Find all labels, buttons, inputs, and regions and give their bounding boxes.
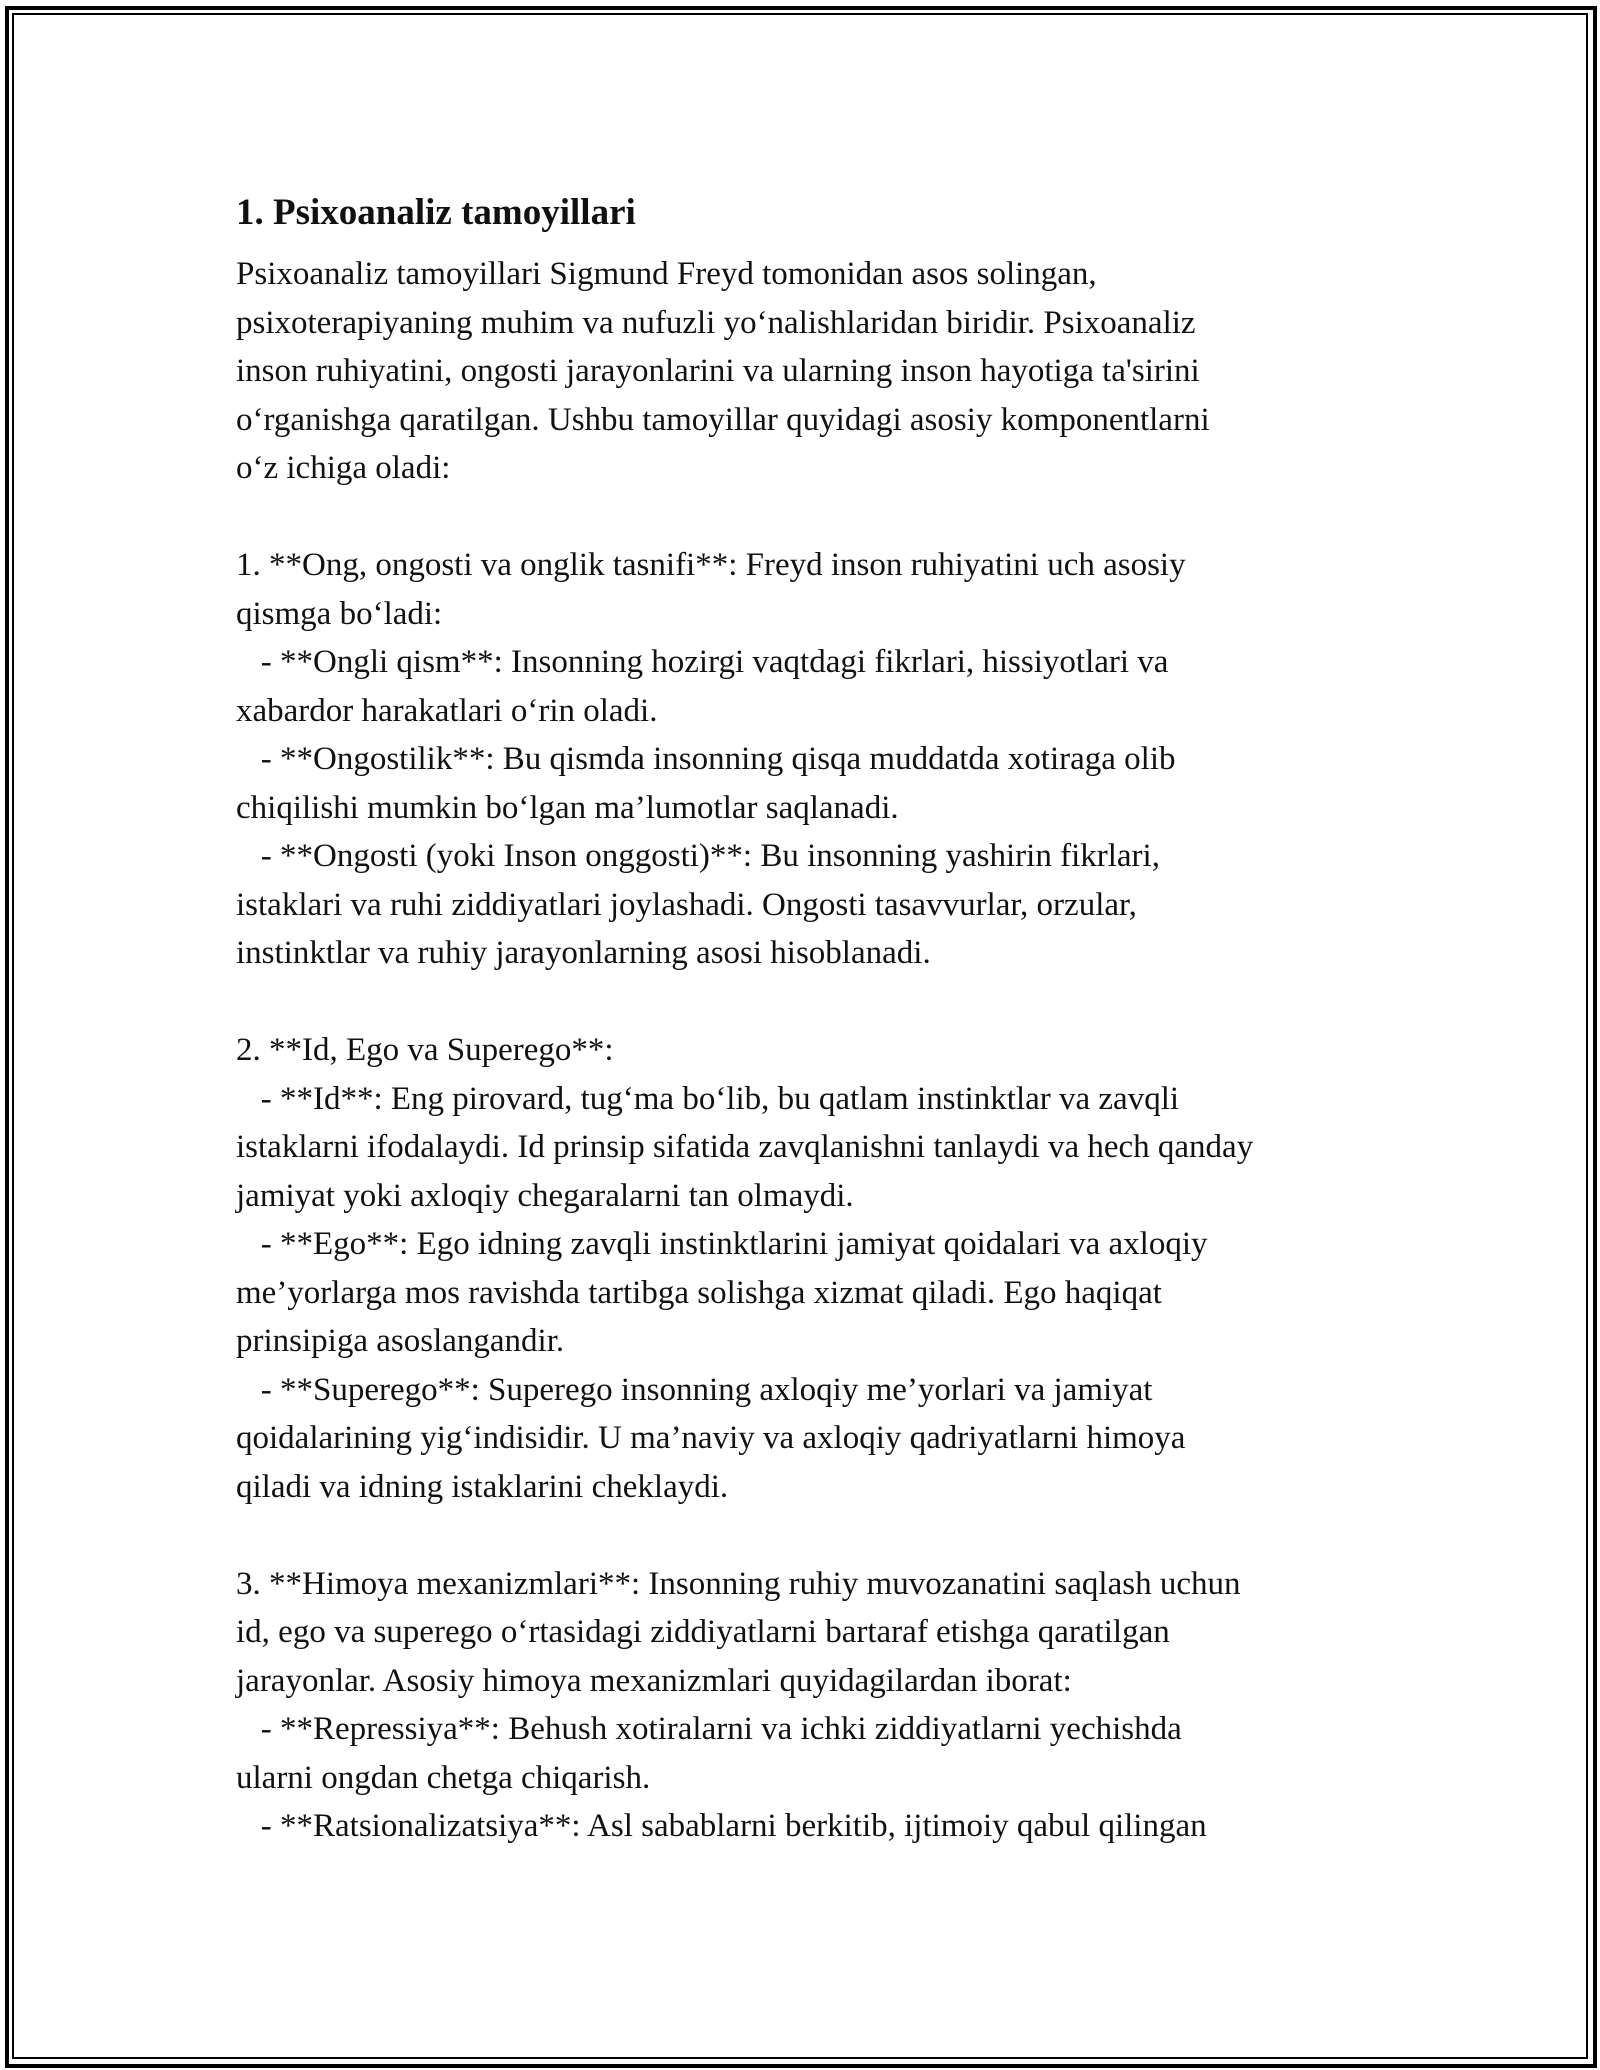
text-line: psixoterapiyaning muhim va nufuzli yo‘nalishlaridan biridir. Psixoanaliz: [236, 304, 1196, 341]
text-line: - **Ratsionalizatsiya**: Asl sabablarni berkitib, ijtimoiy qabul qilingan: [236, 1808, 1207, 1844]
text-line: id, ego va superego o‘rtasidagi ziddiyatlarni bartaraf etishga qaratilgan: [236, 1614, 1170, 1650]
text-line: istaklari va ruhi ziddiyatlari joylashadi. Ongosti tasavvurlar, orzular,: [236, 886, 1137, 923]
text-line: - **Ongosti (yoki Inson onggosti)**: Bu insonning yashirin fikrlari,: [236, 838, 1160, 874]
text-line: istaklarni ifodalaydi. Id prinsip sifatida zavqlanishni tanlaydi va hech qanday: [236, 1129, 1254, 1165]
text-line: [236, 978, 1406, 1027]
text-line: qoidalarining yig‘indisidir. U ma’naviy va axloqiy qadriyatlarni himoya: [236, 1420, 1186, 1456]
text-line: jarayonlar. Asosiy himoya mexanizmlari quyidagilardan iborat:: [236, 1662, 1072, 1699]
text-line: - **Ongostilik**: Bu qismda insonning qisqa muddatda xotiraga olib: [236, 741, 1176, 777]
text-line: xabardor harakatlari o‘rin oladi.: [236, 692, 658, 729]
section-heading: 1. Psixoanaliz tamoyillari: [236, 192, 636, 233]
text-line: [236, 493, 1406, 542]
text-line: - **Id**: Eng pirovard, tug‘ma bo‘lib, bu qatlam instinktlar va zavqli: [236, 1080, 1180, 1117]
document-body: [236, 186, 1406, 1851]
text-line: 3. **Himoya mexanizmlari**: Insonning ruhiy muvozanatini saqlash uchun: [236, 1565, 1241, 1602]
text-line: prinsipiga asoslangandir.: [236, 1323, 565, 1359]
text-line: Psixoanaliz tamoyillari Sigmund Freyd tomonidan asos solingan,: [236, 256, 1097, 292]
text-line: chiqilishi mumkin bo‘lgan ma’lumotlar saqlanadi.: [236, 789, 899, 826]
text-line: qiladi va idning istaklarini cheklaydi.: [236, 1468, 729, 1505]
text-line: 1. **Ong, ongosti va onglik tasnifi**: Freyd inson ruhiyatini uch asosiy: [236, 547, 1186, 583]
text-line: me’yorlarga mos ravishda tartibga solishga xizmat qiladi. Ego haqiqat: [236, 1274, 1162, 1311]
text-line: - **Superego**: Superego insonning axloqiy me’yorlari va jamiyat: [236, 1371, 1153, 1408]
text-line: [236, 1511, 1406, 1560]
text-line: - **Ego**: Ego idning zavqli instinktlarini jamiyat qoidalari va axloqiy: [236, 1226, 1208, 1262]
text-line: 2. **Id, Ego va Superego**:: [236, 1032, 614, 1068]
text-line: jamiyat yoki axloqiy chegaralarni tan olmaydi.: [236, 1177, 854, 1214]
text-line: o‘rganishga qaratilgan. Ushbu tamoyillar quyidagi asosiy komponentlarni: [236, 401, 1210, 438]
text-line: o‘z ichiga oladi:: [236, 450, 451, 486]
text-line: inson ruhiyatini, ongosti jarayonlarini va ularning inson hayotiga ta'sirini: [236, 353, 1200, 389]
text-line: - **Ongli qism**: Insonning hozirgi vaqtdagi fikrlari, hissiyotlari va: [236, 644, 1169, 680]
text-line: - **Repressiya**: Behush xotiralarni va ichki ziddiyatlarni yechishda: [236, 1711, 1182, 1747]
document-text: [236, 250, 1406, 1851]
text-line: ularni ongdan chetga chiqarish.: [236, 1759, 651, 1796]
text-line: instinktlar va ruhiy jarayonlarning asosi hisoblanadi.: [236, 935, 931, 971]
text-line: qismga bo‘ladi:: [236, 595, 443, 632]
